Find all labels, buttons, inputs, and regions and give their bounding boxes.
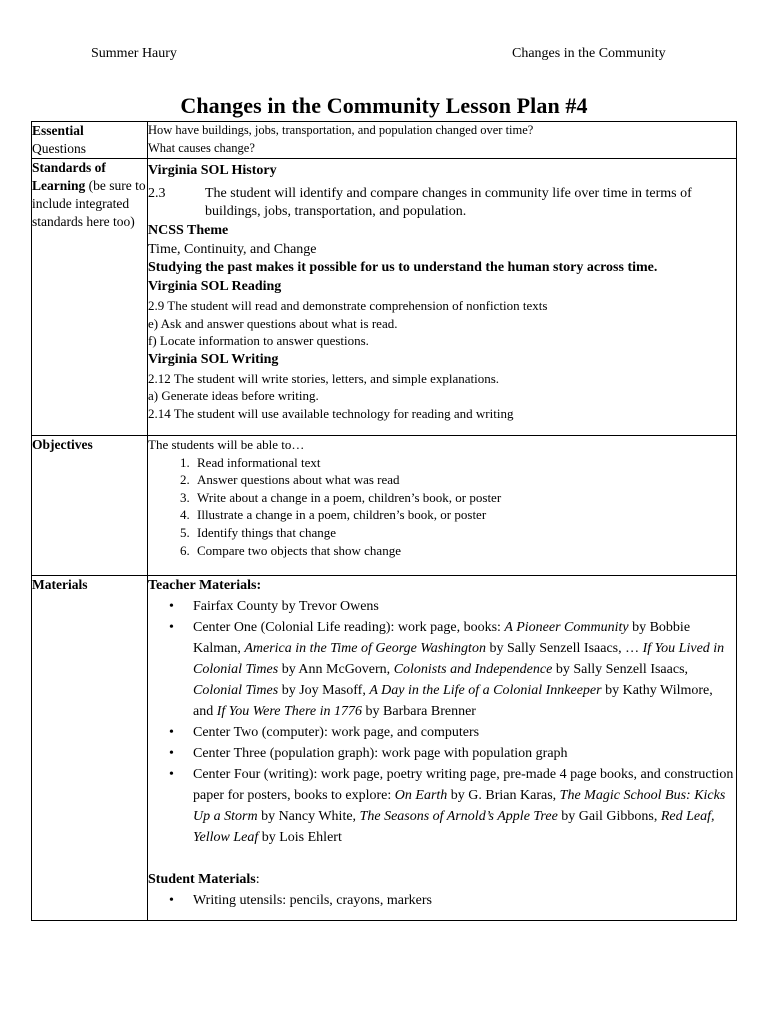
header-author: Summer Haury [91, 46, 177, 61]
standards-label-1: Standards of [32, 160, 106, 175]
content-materials [148, 576, 737, 921]
teacher-materials-heading: Teacher Materials: [148, 578, 262, 593]
ncss-theme: Time, Continuity, and Change [148, 242, 317, 257]
material-item-center-three: • Center Three (population graph): work page with population graph [193, 743, 736, 764]
page-title: Changes in the Community Lesson Plan #4 [180, 93, 588, 118]
book-title: If You Lived in Colonial Times [193, 641, 725, 677]
text-run: by Barbara Brenner [362, 704, 476, 719]
spacer [148, 848, 736, 870]
text-run: by Sally Senzell Isaacs, … [485, 641, 643, 656]
objective-item: 1. Read informational text [193, 454, 736, 472]
objectives-intro: The students will be able to… [148, 437, 305, 452]
essential-question-2: What causes change? [148, 140, 255, 155]
text-run: by Joy Masoff, [278, 683, 370, 698]
text-run: by Lois Ehlert [258, 830, 342, 845]
text-run: by G. Brian Karas, [447, 788, 560, 803]
book-title: Colonists and Independence [393, 662, 553, 677]
objective-item: 5. Identify things that change [193, 524, 736, 542]
book-title: If You Were There in 1776 [216, 704, 363, 719]
essential-label-1: Essential [32, 123, 84, 138]
label-standards [32, 159, 148, 436]
student-materials-list [148, 890, 736, 911]
text-run: by Kathy Wilmore, and [193, 683, 713, 719]
objectives-list [148, 454, 736, 560]
book-title: Red Leaf, Yellow Leaf [193, 809, 715, 845]
text-run: by Bobbie Kalman, [193, 620, 691, 656]
objective-item: 4. Illustrate a change in a poem, children’s book, or poster [193, 506, 736, 524]
label-materials [32, 576, 148, 921]
book-title: On Earth [394, 788, 448, 803]
label-essential-questions [32, 122, 148, 159]
book-title: Colonial Times [193, 683, 279, 698]
header-topic: Changes in the Community [512, 46, 666, 61]
text-run: by Nancy White, [261, 809, 360, 824]
objectives-label: Objectives [32, 437, 93, 452]
content-objectives [148, 436, 737, 576]
teacher-materials-list [148, 596, 736, 848]
text-run: Center One (Colonial Life reading): work page, books: [193, 620, 505, 635]
label-objectives [32, 436, 148, 576]
material-item-center-four [193, 764, 736, 848]
student-heading-text: Student Materials [148, 872, 256, 887]
history-heading: Virginia SOL History [148, 163, 277, 178]
objective-item: 6. Compare two objects that show change [193, 542, 736, 560]
reading-line: 2.9 The student will read and demonstrate comprehension of nonfiction texts [148, 298, 548, 313]
history-standard-number: 2.3 [148, 186, 166, 201]
row-essential-questions [32, 122, 737, 159]
content-essential-questions [148, 122, 737, 159]
lesson-plan-table [31, 121, 737, 921]
row-objectives [32, 436, 737, 576]
reading-heading: Virginia SOL Reading [148, 279, 282, 294]
objective-item: 2. Answer questions about what was read [193, 471, 736, 489]
writing-heading: Virginia SOL Writing [148, 351, 279, 367]
book-title: A Day in the Life of a Colonial Innkeeper [369, 683, 602, 698]
history-standard [148, 185, 736, 221]
content-standards [148, 159, 737, 436]
book-title: The Seasons of Arnold’s Apple Tree [359, 809, 558, 824]
row-materials [32, 576, 737, 921]
book-title: The Magic School Bus: Kicks Up a Storm [193, 788, 726, 824]
student-heading-colon: : [255, 872, 260, 887]
ncss-statement: Studying the past makes it possible for us to understand the human story across time. [148, 260, 658, 275]
objective-item: 3. Write about a change in a poem, children’s book, or poster [193, 489, 736, 507]
writing-line: a) Generate ideas before writing. [148, 388, 319, 404]
student-material-item: • Writing utensils: pencils, crayons, markers [193, 890, 736, 911]
essential-question-1: How have buildings, jobs, transportation, and population changed over time? [148, 123, 534, 137]
standards-label-2: Learning [32, 178, 86, 193]
row-standards [32, 159, 737, 436]
history-standard-text: The student will identify and compare changes in community life over time in terms of buildings, jobs, transportation, and population. [205, 186, 692, 219]
book-title: America in the Time of George Washington [244, 641, 486, 656]
text-run: by Ann McGovern, [278, 662, 394, 677]
materials-label: Materials [32, 577, 88, 592]
material-item-fairfax: • Fairfax County by Trevor Owens [193, 596, 736, 617]
material-item-center-one [193, 617, 736, 722]
writing-line: 2.12 The student will write stories, letters, and simple explanations. [148, 370, 500, 386]
book-title: A Pioneer Community [504, 620, 629, 635]
standards-label-note: (be sure to include integrated standards here too) [32, 178, 146, 229]
reading-line: f) Locate information to answer questions. [148, 333, 369, 349]
text-run: by Gail Gibbons, [557, 809, 661, 824]
text-run: Center Four (writing): work page, poetry writing page, pre-made 4 page books, and construction paper for posters, books to explore: [193, 767, 734, 803]
ncss-heading: NCSS Theme [148, 223, 229, 238]
material-item-center-two: • Center Two (computer): work page, and computers [193, 722, 736, 743]
reading-line: e) Ask and answer questions about what is read. [148, 315, 398, 331]
essential-label-2: Questions [32, 141, 86, 156]
text-run: by Sally Senzell Isaacs, [552, 662, 689, 677]
student-materials-heading [148, 870, 736, 890]
writing-line: 2.14 The student will use available technology for reading and writing [148, 405, 514, 421]
